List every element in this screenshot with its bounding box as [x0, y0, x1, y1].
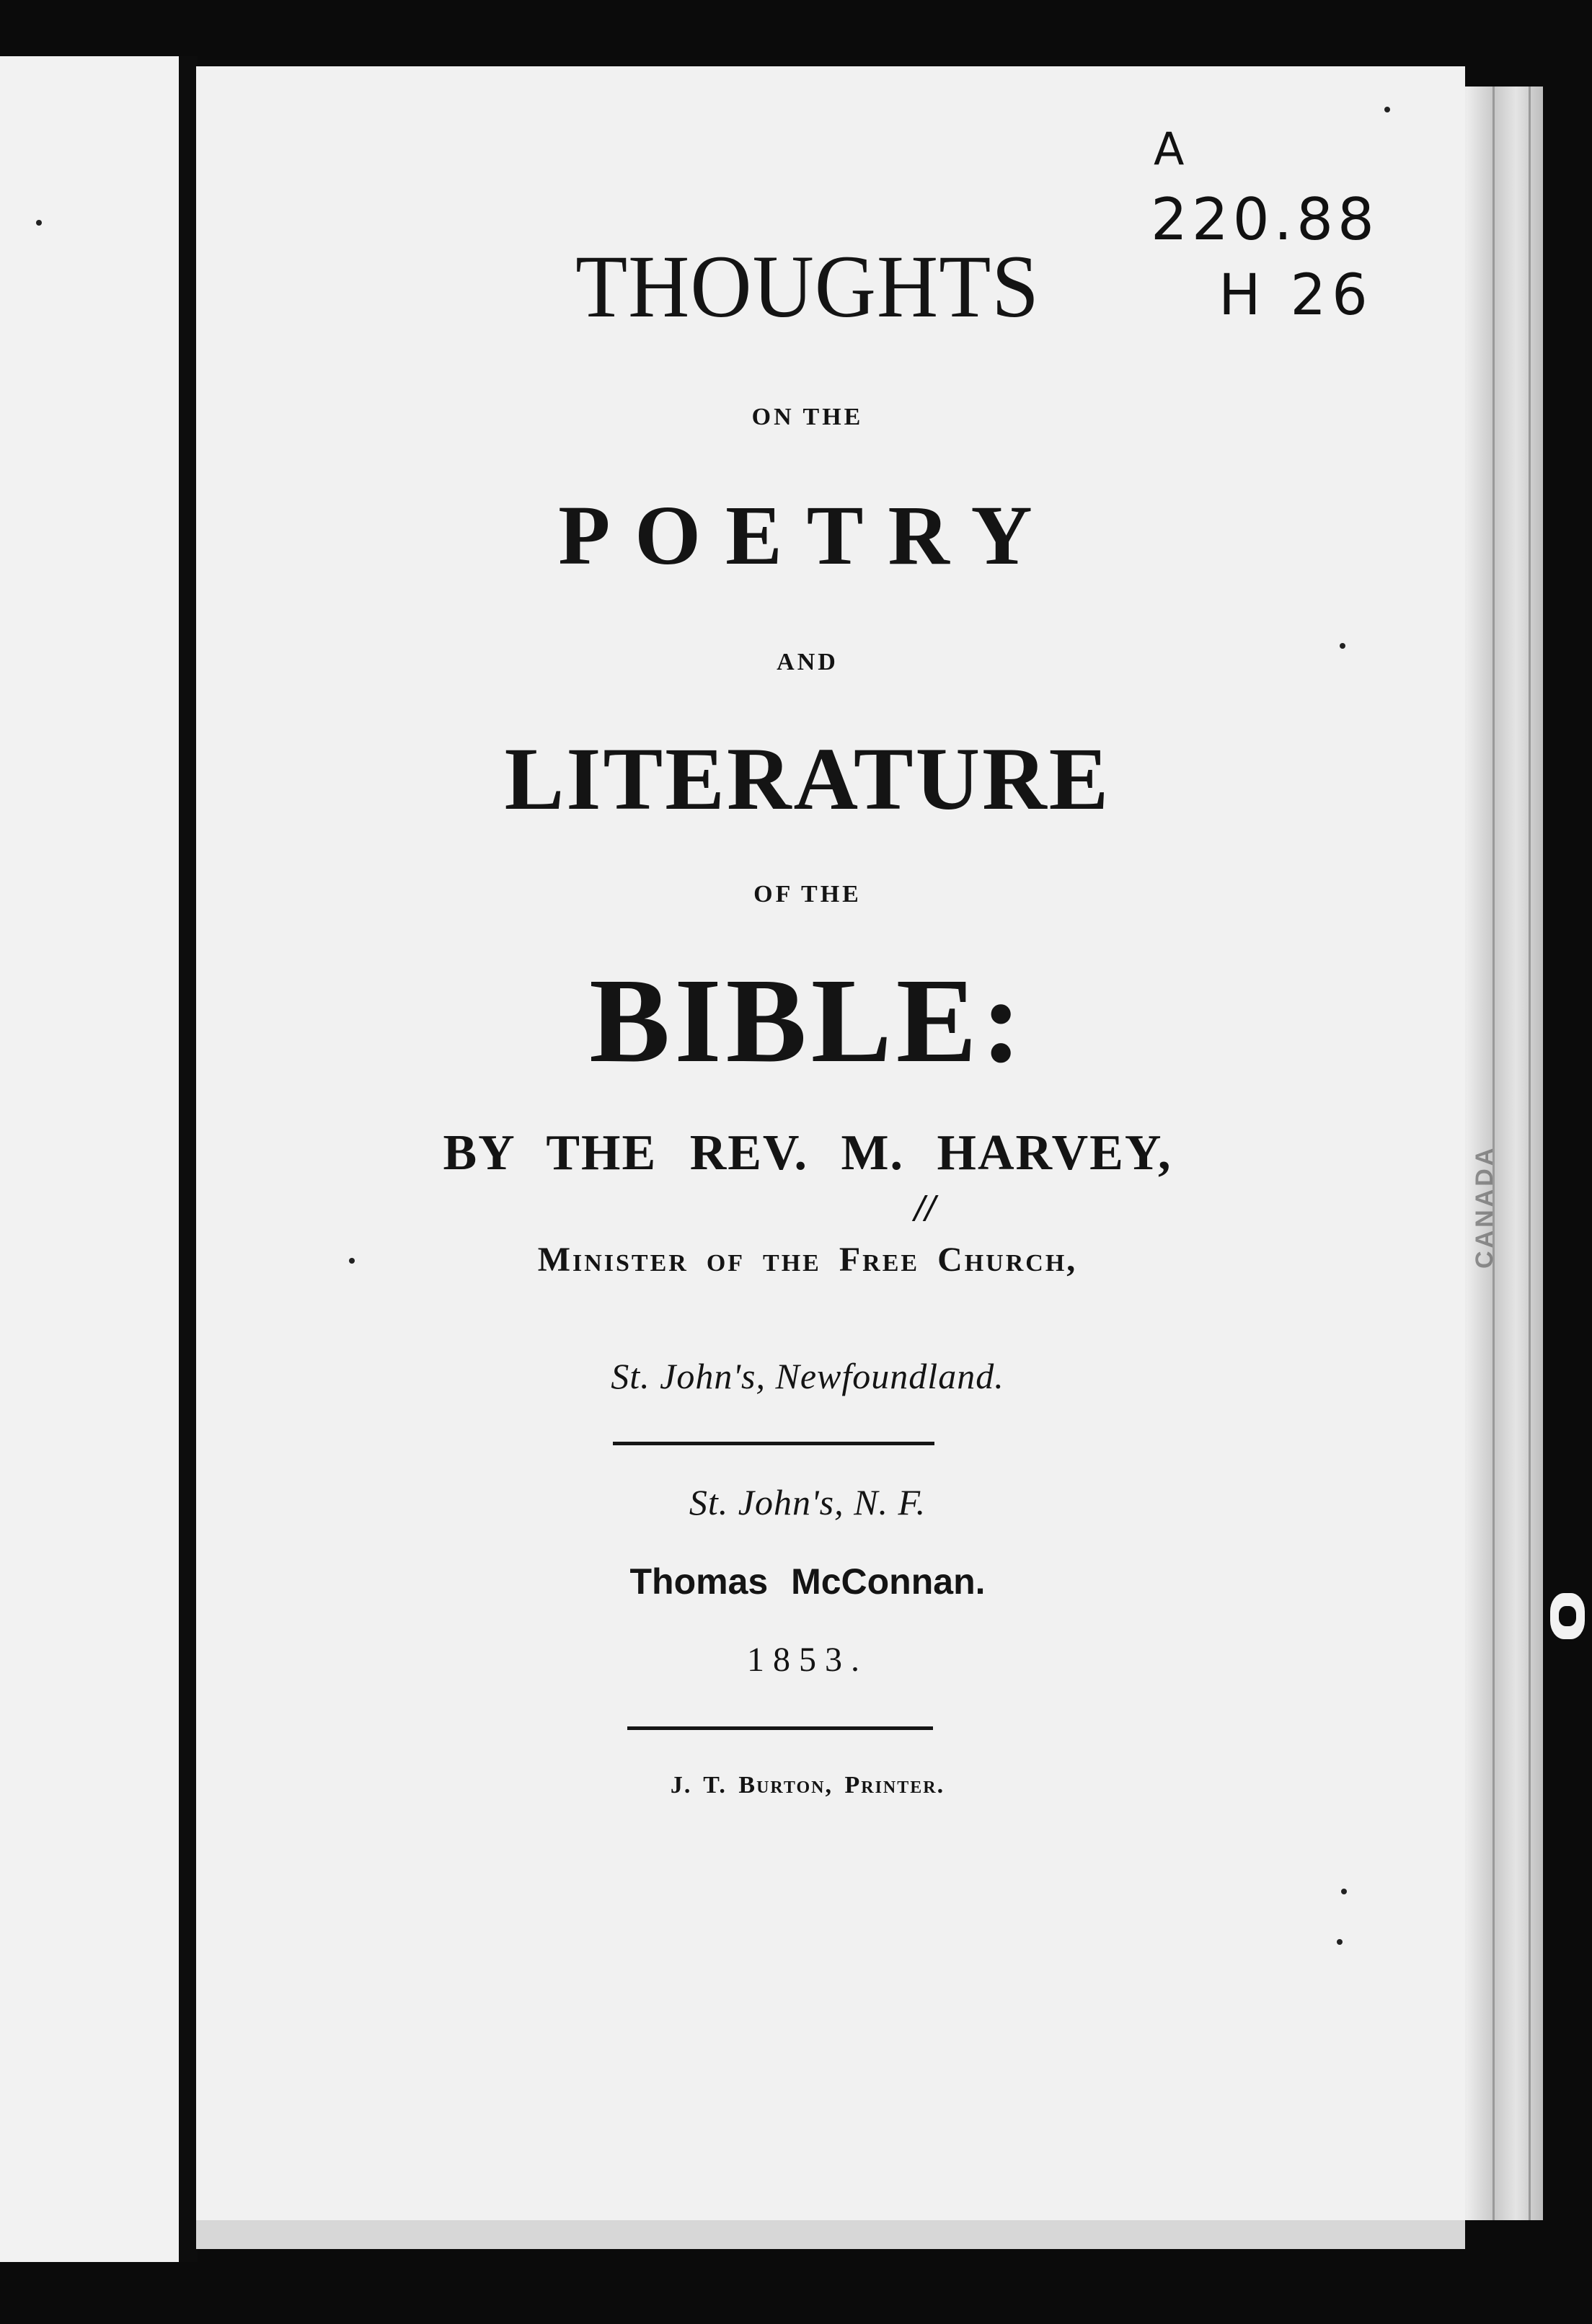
author-role: Minister of the Free Church, — [537, 1241, 1078, 1279]
handwritten-cutter-number: H 26 — [1219, 263, 1374, 328]
author-byline: BY THE REV. M. HARVEY, — [443, 1125, 1172, 1181]
divider-rule — [627, 1726, 933, 1730]
title-bible: BIBLE: — [589, 954, 1026, 1088]
facing-page-edge — [0, 56, 185, 2262]
title-thoughts: THOUGHTS — [575, 236, 1040, 337]
library-edge-stamp: CANADA — [1471, 1145, 1498, 1269]
handwritten-call-number: 220.88 — [1151, 186, 1379, 253]
connector-of-the: OF THE — [753, 881, 862, 908]
page-bottom-edge — [196, 2220, 1465, 2249]
publication-year: 1853. — [747, 1641, 868, 1679]
handwritten-shelf-letter: A — [1154, 123, 1185, 175]
binding-gutter — [179, 56, 198, 2262]
page-edge-line — [1529, 87, 1531, 2220]
scan-blot — [1550, 1593, 1585, 1639]
title-poetry: POETRY — [558, 488, 1057, 582]
imprint-place: St. John's, N. F. — [689, 1482, 927, 1522]
divider-rule — [613, 1442, 934, 1445]
title-literature: LITERATURE — [504, 729, 1111, 828]
connector-on-the: ON THE — [751, 404, 864, 430]
printer-credit: J. T. Burton, Printer. — [670, 1772, 945, 1799]
publisher-name: Thomas McConnan. — [629, 1561, 986, 1602]
connector-and: AND — [777, 649, 839, 675]
handwritten-annotation-mark: // — [914, 1189, 936, 1226]
author-place: St. John's, Newfoundland. — [611, 1356, 1004, 1396]
